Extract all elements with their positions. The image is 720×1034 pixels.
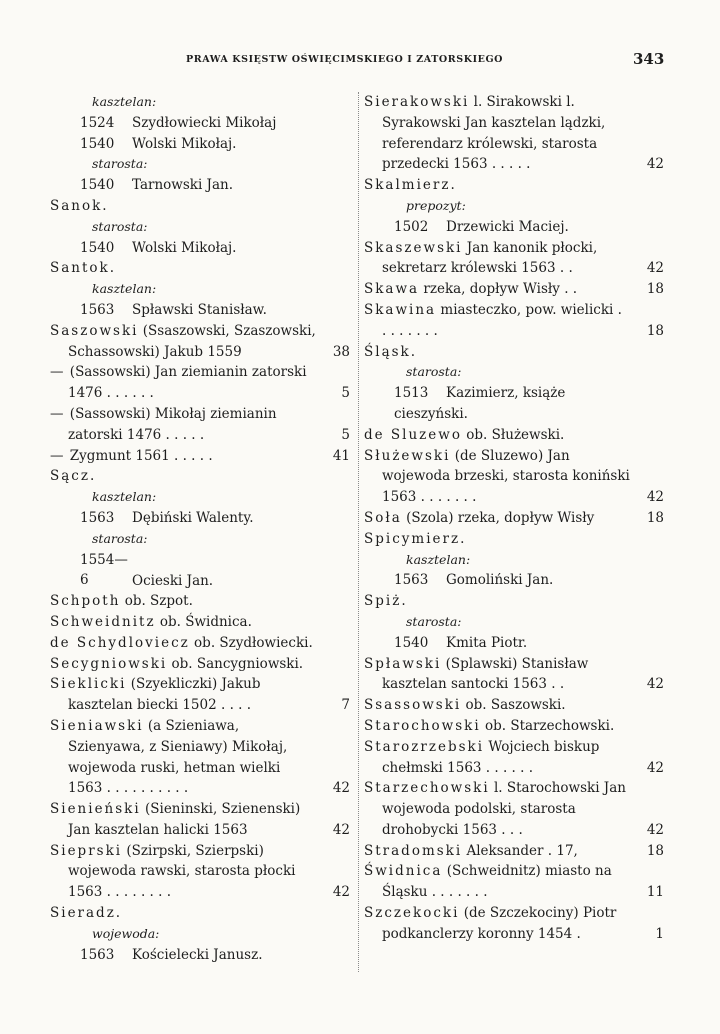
index-sub-entry bbox=[394, 570, 664, 591]
index-entry bbox=[364, 238, 664, 280]
index-entry bbox=[50, 716, 350, 799]
entry-headword: Spiż. bbox=[364, 593, 408, 610]
left-column bbox=[50, 92, 350, 965]
entry-headword: Śląsk. bbox=[364, 343, 418, 360]
entry-text: (Szyekliczki) Jakub kasztelan biecki 1502 . . . . bbox=[68, 676, 261, 714]
entry-text: (a Szieniawa, Szienyawa, z Sieniawy) Mikołaj, wojewoda ruski, hetman wielki 1563 . . . . . . . . . . bbox=[68, 717, 288, 797]
entry-text: l. Sirakowski l. Syrakowski Jan kasztelan lądzki, referendarz królewski, starosta przedecki 1563 . . . . . bbox=[382, 94, 606, 173]
index-entry bbox=[50, 446, 350, 467]
entry-text: Wolski Mikołaj. bbox=[132, 135, 237, 152]
index-entry bbox=[50, 903, 350, 924]
entry-headword: Secygniowski bbox=[50, 655, 168, 672]
index-sub-entry bbox=[80, 945, 350, 966]
entry-text: wojewoda: bbox=[92, 925, 160, 941]
index-entry bbox=[50, 674, 350, 716]
entry-text: ob. Szydłowiecki. bbox=[194, 634, 313, 651]
entry-text: kasztelan: bbox=[406, 551, 471, 567]
entry-page-ref: 42 bbox=[646, 759, 664, 776]
index-entry bbox=[364, 737, 664, 779]
index-entry bbox=[364, 903, 664, 945]
index-entry bbox=[364, 529, 664, 550]
entry-page-ref: 1 bbox=[655, 925, 664, 942]
index-entry bbox=[364, 300, 664, 342]
entry-text: Drzewicki Maciej. bbox=[446, 218, 569, 235]
entry-headword: Spicymierz. bbox=[364, 530, 467, 547]
entry-headword: Ssassowski bbox=[364, 697, 462, 714]
entry-year: 1540 bbox=[80, 177, 115, 194]
entry-text: (de Sluzewo) Jan wojewoda brzeski, starosta koniński 1563 . . . . . . . bbox=[382, 447, 630, 506]
entry-page-ref: 41 bbox=[332, 447, 350, 464]
index-sub-entry bbox=[80, 550, 350, 592]
entry-text: l. Starochowski Jan wojewoda podolski, starosta drohobycki 1563 . . . bbox=[382, 780, 626, 838]
entry-page-ref: 42 bbox=[332, 884, 350, 901]
entry-text: (de Szczekociny) Piotr podkanclerzy koronny 1454 . bbox=[382, 905, 617, 942]
entry-headword: Starochowski bbox=[364, 717, 481, 734]
entry-year: 1540 bbox=[394, 634, 429, 651]
entry-page-ref: 11 bbox=[646, 884, 664, 901]
entry-year: 1513 bbox=[394, 385, 429, 402]
entry-headword: Schweidnitz bbox=[50, 613, 156, 630]
index-role-label bbox=[92, 154, 350, 175]
entry-text: (Splawski) Stanisław kasztelan santocki 1563 . . bbox=[382, 655, 589, 693]
entry-headword: Sieradz. bbox=[50, 905, 123, 922]
entry-text: (Sassowski) Mikołaj ziemianin zatorski 1476 . . . . . bbox=[68, 405, 277, 443]
entry-text: Kazimierz, książe cieszyński. bbox=[394, 385, 566, 422]
entry-page-ref: 5 bbox=[341, 426, 350, 443]
entry-headword: Santok. bbox=[50, 260, 117, 277]
index-entry bbox=[50, 466, 350, 487]
entry-text: Dębiński Walenty. bbox=[132, 509, 254, 526]
entry-page-ref: 38 bbox=[332, 343, 350, 360]
entry-text: Tarnowski Jan. bbox=[132, 177, 233, 194]
entry-text: Aleksander . 17, bbox=[466, 842, 578, 859]
entry-headword: Stradomski bbox=[364, 842, 463, 859]
entry-headword: de Sluzewo bbox=[364, 426, 462, 443]
entry-text: Szydłowiecki Mikołaj bbox=[132, 114, 277, 131]
index-entry bbox=[50, 196, 350, 217]
index-role-label bbox=[92, 487, 350, 508]
index-entry bbox=[50, 591, 350, 612]
index-entry bbox=[364, 716, 664, 737]
index-sub-entry bbox=[80, 175, 350, 196]
entry-headword: Spławski bbox=[364, 655, 442, 672]
running-title: PRAWA KSIĘSTW OŚWIĘCIMSKIEGO I ZATORSKIEGO bbox=[186, 54, 504, 65]
entry-text: (Sassowski) Jan ziemianin zatorski 1476 . . . . . . bbox=[68, 364, 307, 402]
entry-text: starosta: bbox=[406, 364, 462, 380]
index-entry bbox=[364, 175, 664, 196]
index-role-label bbox=[406, 362, 664, 383]
entry-headword: Sieklicki bbox=[50, 676, 127, 693]
entry-headword: Starozrzebski bbox=[364, 738, 485, 755]
index-role-label bbox=[406, 612, 664, 633]
index-role-label bbox=[406, 196, 664, 217]
entry-page-ref: 42 bbox=[332, 780, 350, 797]
entry-text: ob. Saszowski. bbox=[465, 697, 566, 714]
entry-text: Spławski Stanisław. bbox=[132, 301, 267, 318]
entry-text: Kościelecki Janusz. bbox=[132, 946, 263, 963]
entry-headword: Sierakowski bbox=[364, 94, 470, 110]
index-entry bbox=[364, 342, 664, 363]
entry-headword: — bbox=[50, 447, 66, 464]
index-sub-entry bbox=[394, 383, 664, 425]
entry-text: ob. Szpot. bbox=[124, 593, 193, 610]
index-sub-entry bbox=[80, 508, 350, 529]
entry-year: 1563 bbox=[394, 572, 429, 589]
index-role-label bbox=[92, 217, 350, 238]
entry-headword: Saszowski bbox=[50, 322, 139, 339]
entry-text: prepozyt: bbox=[406, 197, 466, 213]
page-number: 343 bbox=[633, 50, 665, 68]
index-entry bbox=[50, 633, 350, 654]
entry-page-ref: 42 bbox=[646, 489, 664, 506]
entry-page-ref: 42 bbox=[646, 260, 664, 277]
entry-text: ob. Starzechowski. bbox=[484, 717, 615, 734]
index-entry bbox=[364, 92, 664, 175]
entry-year: 1540 bbox=[80, 135, 115, 152]
entry-headword: Sącz. bbox=[50, 468, 97, 485]
entry-page-ref: 42 bbox=[332, 821, 350, 838]
index-entry bbox=[50, 799, 350, 841]
entry-headword: — bbox=[50, 364, 66, 381]
entry-text: starosta: bbox=[92, 218, 148, 234]
entry-text: ob. Służewski. bbox=[466, 426, 565, 443]
right-column bbox=[364, 92, 664, 945]
index-entry bbox=[364, 591, 664, 612]
index-entry bbox=[50, 321, 350, 363]
entry-text: (Szirpski, Szierpski) wojewoda rawski, starosta płocki 1563 . . . . . . . . bbox=[68, 842, 296, 901]
entry-text: ob. Sancygniowski. bbox=[171, 655, 304, 672]
entry-text: (Sieninski, Szienenski) Jan kasztelan halicki 1563 bbox=[68, 801, 301, 838]
index-role-label bbox=[92, 924, 350, 945]
index-sub-entry bbox=[80, 300, 350, 321]
entry-headword: Skawina bbox=[364, 301, 437, 318]
column-divider bbox=[358, 92, 359, 972]
entry-text: (Szola) rzeka, dopływ Wisły bbox=[406, 509, 595, 526]
index-entry bbox=[364, 446, 664, 508]
entry-year: 1540 bbox=[80, 239, 115, 256]
index-entry bbox=[364, 695, 664, 716]
index-entry bbox=[50, 404, 350, 446]
entry-text: Zygmunt 1561 . . . . . bbox=[69, 447, 213, 464]
entry-headword: Szczekocki bbox=[364, 905, 460, 922]
entry-text: Wojciech biskup chełmski 1563 . . . . . . bbox=[382, 738, 600, 776]
entry-year: 1502 bbox=[394, 218, 429, 235]
entry-page-ref: 18 bbox=[646, 842, 664, 859]
entry-headword: Schpoth bbox=[50, 593, 121, 610]
index-sub-entry bbox=[394, 217, 664, 238]
index-entry bbox=[50, 654, 350, 675]
index-entry bbox=[364, 654, 664, 696]
entry-text: miasteczko, pow. wielicki . . . . . . . . bbox=[382, 301, 622, 339]
index-entry bbox=[364, 841, 664, 862]
index-sub-entry bbox=[394, 633, 664, 654]
entry-year: 1563 bbox=[80, 301, 115, 318]
entry-page-ref: 18 bbox=[646, 322, 664, 339]
entry-text: ob. Świdnica. bbox=[159, 613, 252, 630]
entry-page-ref: 18 bbox=[646, 509, 664, 526]
entry-headword: Soła bbox=[364, 509, 402, 526]
entry-headword: Skaszewski bbox=[364, 239, 463, 256]
entry-text: Gomoliński Jan. bbox=[446, 572, 554, 589]
index-role-label bbox=[92, 529, 350, 550]
index-role-label bbox=[92, 92, 350, 113]
entry-year: 1563 bbox=[80, 946, 115, 963]
entry-page-ref: 5 bbox=[341, 385, 350, 402]
entry-text: starosta: bbox=[406, 613, 462, 629]
index-sub-entry bbox=[80, 238, 350, 259]
entry-headword: Sieprski bbox=[50, 842, 123, 859]
entry-year: 1563 bbox=[80, 509, 115, 526]
entry-text: starosta: bbox=[92, 156, 148, 172]
entry-text: (Schweidnitz) miasto na Śląsku . . . . . . . bbox=[382, 863, 612, 901]
entry-headword: Służewski bbox=[364, 447, 451, 464]
entry-headword: — bbox=[50, 405, 66, 422]
entry-page-ref: 42 bbox=[646, 156, 664, 173]
entry-headword: Sieniawski bbox=[50, 717, 144, 734]
index-entry bbox=[364, 425, 664, 446]
entry-page-ref: 42 bbox=[646, 821, 664, 838]
entry-text: Jan kanonik płocki, sekretarz królewski 1563 . . bbox=[382, 239, 598, 277]
entry-text: Wolski Mikołaj. bbox=[132, 239, 237, 256]
index-role-label bbox=[406, 550, 664, 571]
entry-headword: de Schydloviecz bbox=[50, 634, 190, 651]
entry-headword: Sienieński bbox=[50, 801, 141, 818]
index-entry bbox=[364, 508, 664, 529]
entry-text: kasztelan: bbox=[92, 94, 157, 109]
index-sub-entry bbox=[80, 134, 350, 155]
index-entry bbox=[364, 778, 664, 840]
index-entry bbox=[50, 612, 350, 633]
index-entry bbox=[50, 362, 350, 404]
index-entry bbox=[364, 279, 664, 300]
entry-text: Kmita Piotr. bbox=[446, 634, 528, 651]
entry-headword: Starzechowski bbox=[364, 780, 490, 797]
entry-text: kasztelan: bbox=[92, 489, 157, 505]
index-role-label bbox=[92, 279, 350, 300]
entry-page-ref: 7 bbox=[341, 697, 350, 714]
entry-text: kasztelan: bbox=[92, 281, 157, 297]
entry-year: 1554—6 bbox=[80, 551, 128, 589]
entry-headword: Skawa bbox=[364, 281, 420, 298]
entry-year: 1524 bbox=[80, 114, 115, 131]
entry-headword: Skalmierz. bbox=[364, 177, 457, 194]
entry-text: rzeka, dopływ Wisły . . bbox=[423, 281, 578, 298]
index-entry bbox=[364, 861, 664, 903]
entry-text: (Ssaszowski, Szaszowski, Schassowski) Jakub 1559 bbox=[68, 322, 316, 360]
index-sub-entry bbox=[80, 113, 350, 134]
entry-headword: Świdnica bbox=[364, 863, 443, 880]
entry-text: starosta: bbox=[92, 530, 148, 546]
entry-text: Ocieski Jan. bbox=[132, 572, 214, 589]
entry-page-ref: 18 bbox=[646, 281, 664, 298]
page-header bbox=[0, 50, 720, 72]
index-entry bbox=[50, 841, 350, 903]
entry-headword: Sanok. bbox=[50, 197, 109, 214]
entry-page-ref: 42 bbox=[646, 676, 664, 693]
index-entry bbox=[50, 258, 350, 279]
